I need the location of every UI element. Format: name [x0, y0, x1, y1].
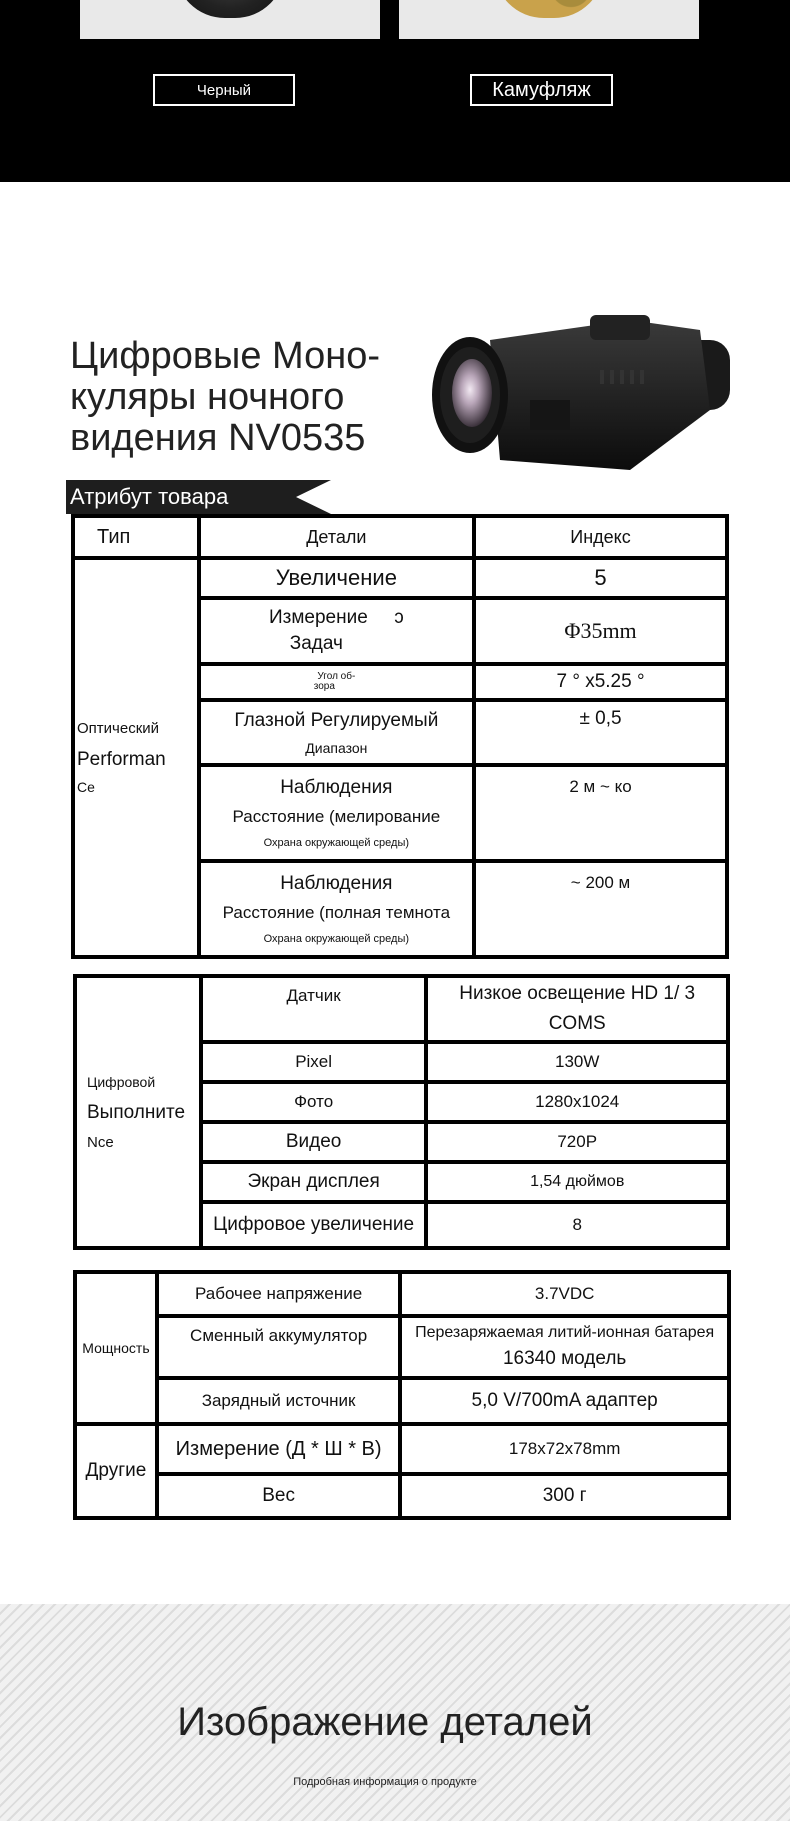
header-index: Индекс	[474, 516, 727, 558]
category-line1: Цифровой	[87, 1073, 156, 1090]
monocular-image	[430, 300, 750, 490]
color-options-band	[0, 0, 790, 182]
spec-value: 130W	[426, 1042, 728, 1082]
digital-category	[75, 976, 201, 1248]
spec-value: 8	[426, 1202, 728, 1248]
spec-detail: Фото	[201, 1082, 427, 1122]
product-title-line1: Цифровые Моно-	[70, 335, 381, 377]
category-line2: Выполните	[87, 1101, 186, 1123]
product-attribute-banner	[66, 480, 331, 514]
camo-swatch-image[interactable]	[399, 0, 699, 39]
spec-detail-line1: Измерение	[268, 607, 368, 628]
spec-value: 5	[474, 558, 727, 598]
spec-detail: Цифровое увеличение	[201, 1202, 427, 1248]
digital-spec-table	[73, 974, 730, 1250]
color-option-black[interactable]: Черный	[153, 74, 295, 106]
spec-detail-line2: Диапазон	[305, 739, 368, 756]
spec-value: 7 ° x5.25 °	[474, 664, 727, 700]
table-row	[75, 976, 728, 1042]
details-section-title: Изображение деталей	[177, 1700, 593, 1744]
spec-value: Φ35mm	[474, 598, 727, 664]
product-title-line3: видения NV0535	[70, 417, 366, 459]
spec-detail	[199, 861, 474, 957]
spec-value	[426, 976, 728, 1042]
spec-value: ~ 200 м	[474, 861, 727, 957]
optical-spec-table	[71, 514, 729, 959]
spec-value-line2: 16340 модель	[502, 1348, 627, 1369]
product-title	[70, 336, 430, 459]
table-row	[73, 558, 727, 598]
spec-detail	[199, 598, 474, 664]
spec-detail-line3: Охрана окружающей среды)	[263, 933, 410, 945]
spec-detail-line2: зора	[313, 681, 335, 692]
spec-value: 720P	[426, 1122, 728, 1162]
spec-detail-line2: Расстояние (мелирование	[232, 807, 441, 826]
spec-detail-line1: Наблюдения	[280, 873, 393, 894]
spec-value: 3.7VDC	[400, 1272, 729, 1316]
spec-value: 1,54 дюймов	[426, 1162, 728, 1202]
spec-detail	[199, 664, 474, 700]
spec-detail: Увеличение	[199, 558, 474, 598]
spec-detail-line2: Задач	[289, 633, 343, 654]
spec-value-line1: Низкое освещение HD 1/ 3	[459, 983, 696, 1004]
table-row	[75, 1424, 729, 1474]
optical-category	[73, 558, 199, 957]
category-line1: Оптический	[77, 720, 160, 737]
other-category: Другие	[75, 1424, 157, 1518]
camo-device-image	[494, 0, 604, 18]
spec-detail: Сменный аккумулятор	[157, 1316, 400, 1378]
spec-detail-line2: Расстояние (полная темнота	[222, 903, 451, 922]
table-row	[75, 1272, 729, 1316]
spec-detail: Pixel	[201, 1042, 427, 1082]
black-device-image	[175, 0, 285, 18]
spec-value: 5,0 V/700mA адаптер	[400, 1378, 729, 1424]
spec-detail	[199, 700, 474, 765]
spec-detail-line3: Охрана окружающей среды)	[263, 837, 410, 849]
spec-detail: Рабочее напряжение	[157, 1272, 400, 1316]
spec-value: 2 м ~ ко	[474, 765, 727, 861]
table-row	[75, 1316, 729, 1378]
header-details: Детали	[199, 516, 474, 558]
spec-detail-line1: Угол об-	[317, 671, 356, 682]
power-category: Мощность	[75, 1272, 157, 1424]
spec-detail: Датчик	[201, 976, 427, 1042]
category-line3: Nce	[87, 1133, 114, 1151]
spec-detail: Вес	[157, 1474, 400, 1518]
power-other-spec-table	[73, 1270, 731, 1520]
spec-value: 178x72x78mm	[400, 1424, 729, 1474]
spec-detail-mark: ɔ	[394, 607, 404, 628]
spec-detail-line1: Наблюдения	[280, 777, 393, 798]
spec-value-line1: Перезаряжаемая литий-ионная батарея	[415, 1324, 715, 1341]
category-line2: Performan	[77, 749, 166, 770]
spec-detail: Экран дисплея	[201, 1162, 427, 1202]
spec-value: 1280x1024	[426, 1082, 728, 1122]
table-row	[75, 1378, 729, 1424]
spec-value: ± 0,5	[474, 700, 727, 765]
banner-label: Атрибут товара	[70, 484, 229, 509]
color-option-camo[interactable]: Камуфляж	[470, 74, 613, 106]
spec-detail: Измерение (Д * Ш * В)	[157, 1424, 400, 1474]
spec-detail: Видео	[201, 1122, 427, 1162]
spec-value-line2: COMS	[548, 1013, 606, 1034]
spec-detail-line1: Глазной Регулируемый	[234, 709, 439, 731]
category-line3: Ce	[77, 779, 95, 795]
spec-value	[400, 1316, 729, 1378]
black-swatch-image[interactable]	[80, 0, 380, 39]
spec-value: 300 г	[400, 1474, 729, 1518]
spec-detail	[199, 765, 474, 861]
header-type: Тип	[73, 516, 199, 558]
spec-detail: Зарядный источник	[157, 1378, 400, 1424]
product-title-line2: куляры ночного	[70, 376, 345, 418]
details-section-subtitle: Подробная информация о продукте	[293, 1776, 477, 1788]
table-row	[75, 1474, 729, 1518]
table-header-row	[73, 516, 727, 558]
